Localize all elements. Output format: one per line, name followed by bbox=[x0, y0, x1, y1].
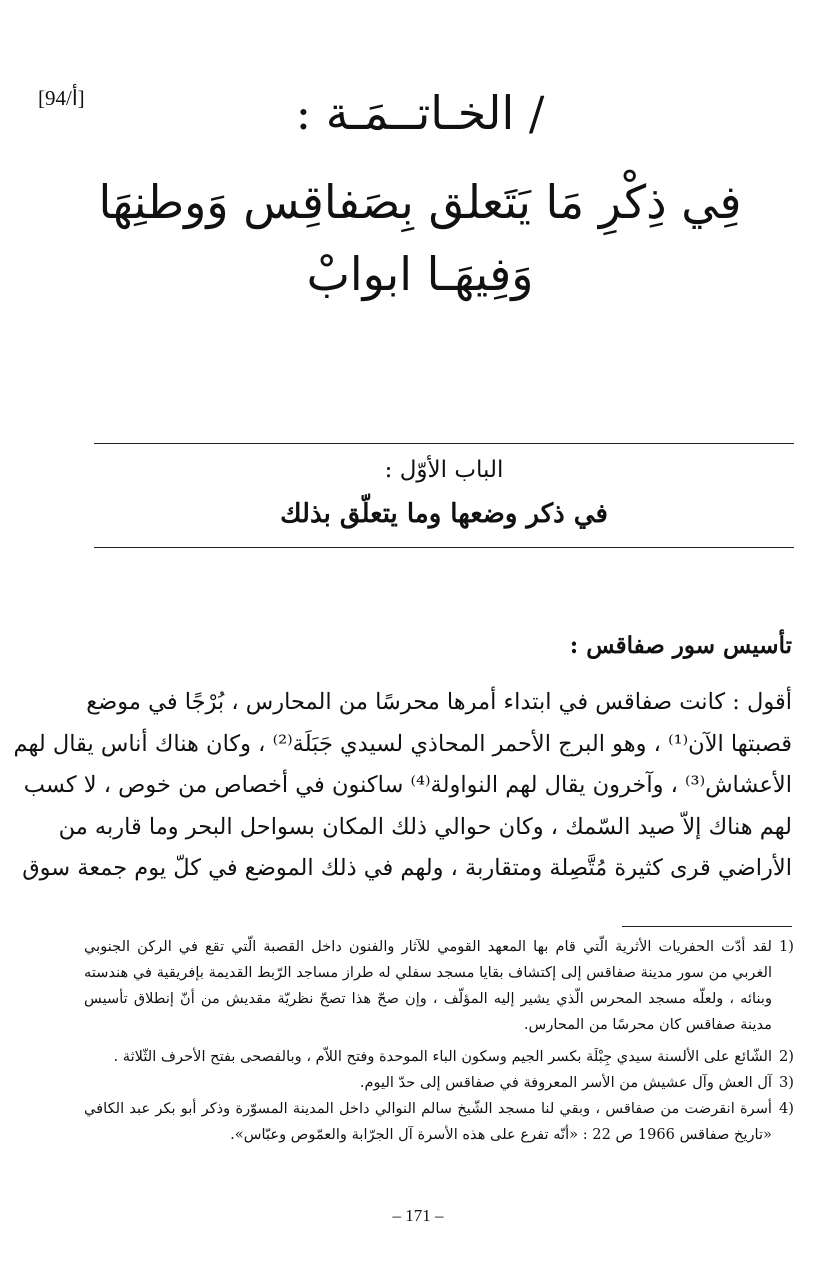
footnote-line: لقد أدّت الحفريات الأثرية الّتي قام بها المعهد القومي للآثار والفنون داخل القصبة الّتي تقع في الركن الجنوبي bbox=[84, 938, 772, 955]
footnote-2 bbox=[84, 1044, 794, 1070]
footnote-number: 1) bbox=[779, 938, 794, 955]
footnote-line: الغربي من سور مدينة صفاقس إلى إكتشاف بقايا مسجد سفلي له طراز مساجد الرّبط القديمة بإفريقية في هندسته bbox=[84, 964, 772, 981]
footnote-separator bbox=[622, 926, 792, 927]
footnote-3 bbox=[84, 1070, 794, 1096]
body-line: لهم هناك إلاّ صيد السّمك ، وكان حوالي ذلك المكان بسواحل البحر وما قاربه من bbox=[58, 813, 792, 840]
footnote-line: أسرة انقرضت من صفاقس ، وبقي لنا مسجد الشّيخ سالم النوالي داخل المدينة المسوّرة وذكر أبو بكر عبد الكافي bbox=[84, 1100, 772, 1117]
body-paragraph bbox=[13, 682, 792, 890]
footnote-4 bbox=[84, 1096, 794, 1148]
chapter-subtitle-line-1: فِي ذِكْرِ مَا يَتَعلق بِصَفاقِس وَوطنِهَا bbox=[98, 175, 742, 229]
chapter-subtitle-line-2: وَفِيهَـا ابوابْ bbox=[306, 247, 534, 301]
footnotes bbox=[84, 934, 794, 1148]
body-line: الأعشاش⁽³⁾ ، وآخرون يقال لهم النواولة⁽⁴⁾ ساكنون في أخصاص من خوص ، لا كسب bbox=[23, 772, 792, 798]
footnote-line: آل العش وآل عشيش من الأسر المعروفة في صفاقس إلى حدّ اليوم. bbox=[359, 1074, 772, 1091]
footnote-text bbox=[84, 1070, 772, 1096]
footnote-1 bbox=[84, 934, 794, 1038]
section-bottom-rule bbox=[94, 547, 794, 548]
footnote-text bbox=[84, 1044, 772, 1070]
body-line: الأراضي قرى كثيرة مُتَّصِلة ومتقاربة ، ولهم في ذلك الموضع في كلّ يوم جمعة سوق bbox=[22, 855, 792, 881]
footnote-text bbox=[84, 934, 772, 1038]
footnote-number: 3) bbox=[779, 1074, 794, 1091]
footnote-line: وبنائه ، ولعلّه مسجد المحرس الّذي يشير إليه المؤلّف ، وإن صحّ هذا تصحّ نظريّة مقديش من أنّ إنطلاق تأسيس bbox=[84, 990, 772, 1007]
footnote-text bbox=[84, 1096, 772, 1148]
chapter-title: / الخـاتــمَـة : bbox=[295, 86, 545, 140]
section-top-rule bbox=[94, 443, 794, 444]
subheading: تأسيس سور صفاقس : bbox=[569, 632, 792, 659]
footnote-line: الشّائع على الألسنة سيدي جِبْلَة بكسر الجيم وسكون الباء الموحدة وفتح اللاّم ، وبالفصحى بفتح الأحرف الثّلاثة . bbox=[113, 1048, 772, 1065]
section-title: في ذكر وضعها وما يتعلّق بذلك bbox=[280, 499, 608, 529]
footnote-line: «تاريخ صفاقس 1966 ص 22 : «أنّه تفرع على هذه الأسرة آل الجرّابة والعمّوص وعبّاس». bbox=[230, 1126, 772, 1143]
page-number: – 171 – bbox=[392, 1206, 444, 1225]
footnote-number: 4) bbox=[779, 1100, 794, 1117]
body-line: أقول : كانت صفاقس في ابتداء أمرها محرسًا من المحارس ، بُرْجًا في موضع bbox=[86, 689, 792, 715]
section-label: الباب الأوّل : bbox=[384, 457, 504, 483]
body-line: قصبتها الآن⁽¹⁾ ، وهو البرج الأحمر المحاذي لسيدي جَبَلَة⁽²⁾ ، وكان هناك أناس يقال لهم bbox=[13, 730, 792, 757]
footnote-number: 2) bbox=[779, 1048, 794, 1065]
manuscript-page-reference: [أ/94] bbox=[38, 86, 85, 110]
footnote-line: مدينة صفاقس كان محرسًا من المحارس. bbox=[523, 1016, 772, 1033]
